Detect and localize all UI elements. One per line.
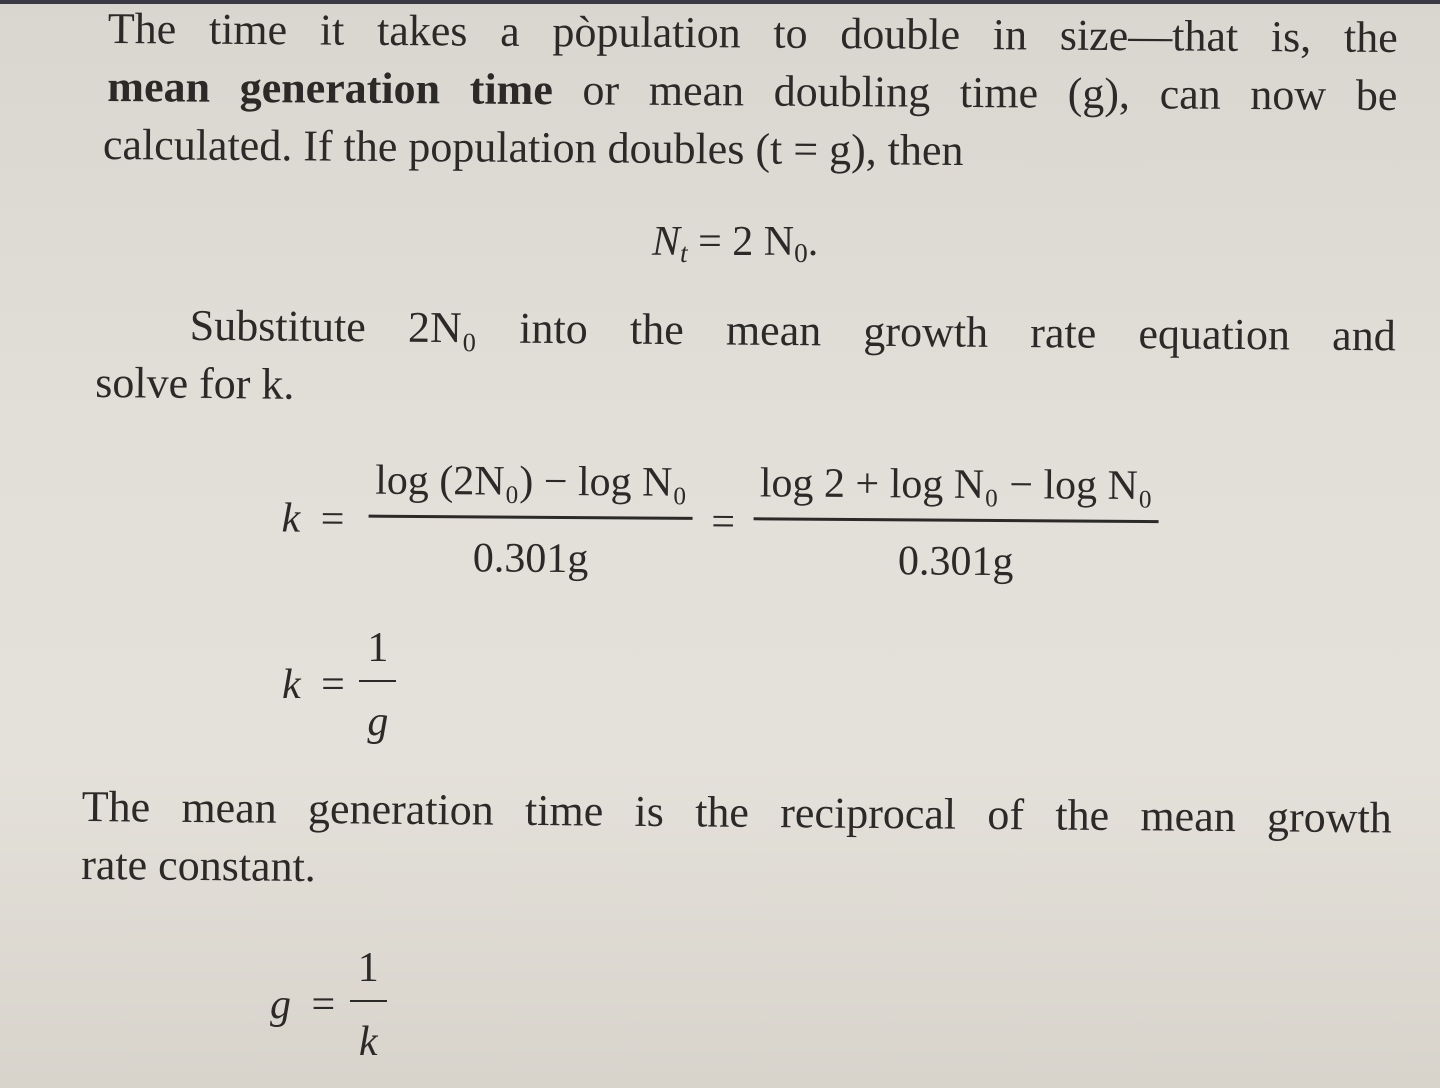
fraction-numerator: 1	[359, 624, 396, 682]
equation-g-symbol: g	[270, 982, 291, 1028]
paragraph-line: The time it takes a pòpulation to double in size—that is, the	[107, 3, 1398, 63]
paragraph-line: The mean generation time is the reciprocal of the mean growth	[81, 781, 1392, 843]
paragraph-generation-time	[102, 0, 1398, 183]
paragraph-line: Substitute 2N₀ into the mean growth rate equation and	[189, 300, 1396, 361]
equation-nt	[652, 218, 818, 269]
fraction-denominator: 0.301g	[897, 538, 1014, 586]
equation-equals: =	[311, 982, 336, 1028]
equation-g-reciprocal	[270, 944, 387, 1066]
equation-end: .	[807, 219, 819, 265]
paragraph-line: calculated. If the population doubles (t = g), then	[102, 119, 964, 175]
equation-lhs-subscript: t	[680, 237, 688, 268]
fraction-numerator: 1	[350, 944, 387, 1002]
equation-k-symbol: k	[282, 662, 301, 708]
fraction-one-over-g	[359, 624, 396, 746]
paragraph-line-rest: or mean doubling time (g), can now be	[582, 65, 1398, 121]
fraction-numerator: log 2 + log N₀ − log N₀	[754, 459, 1159, 523]
fraction-one-over-k	[350, 944, 387, 1066]
equation-rhs-subscript: 0	[794, 237, 808, 268]
paragraph-line: rate constant.	[81, 839, 317, 892]
equation-equals: =	[711, 498, 736, 545]
equation-k-reciprocal	[282, 624, 396, 746]
paragraph-line	[107, 58, 1397, 125]
fraction-denominator: 0.301g	[472, 535, 589, 583]
fraction-numerator: log (2N₀) − log N₀	[369, 457, 693, 520]
equation-lhs: N	[652, 219, 681, 265]
fraction-denominator: g	[367, 699, 389, 745]
paragraph-reciprocal	[81, 778, 1392, 905]
term-mean-generation-time: mean generation time	[107, 61, 554, 115]
equation-k-symbol: k	[281, 495, 301, 542]
equation-equals: =	[320, 495, 345, 542]
paragraph-substitute	[95, 296, 1396, 423]
fraction-log-expanded	[753, 459, 1159, 587]
equation-k-derivation	[281, 456, 1159, 587]
fraction-log-2n0	[368, 457, 693, 584]
fraction-denominator: k	[358, 1019, 378, 1065]
equation-equals: =	[321, 662, 345, 708]
paragraph-line: solve for k.	[95, 357, 295, 409]
equation-rhs: = 2 N	[698, 219, 795, 265]
